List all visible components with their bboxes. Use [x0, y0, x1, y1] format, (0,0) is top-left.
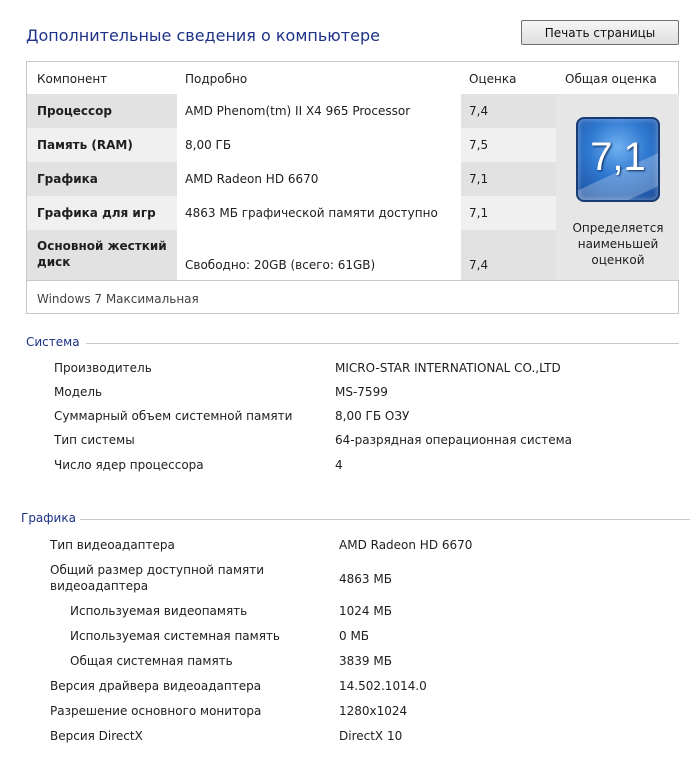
- graphics-label: Версия драйвера видеоадаптера: [50, 679, 262, 693]
- system-value: 64-разрядная операционная система: [335, 433, 573, 447]
- column-header-component: Компонент: [37, 72, 108, 86]
- os-edition-line: [27, 280, 678, 315]
- system-value: MICRO-STAR INTERNATIONAL CO.,LTD: [335, 361, 561, 375]
- windows-score-badge-icon: [576, 117, 660, 202]
- component-details: AMD Radeon HD 6670: [177, 162, 461, 196]
- system-value: MS-7599: [335, 385, 388, 399]
- rating-row-processor: [27, 94, 556, 128]
- system-label: Тип системы: [54, 433, 135, 447]
- component-name: Графика для игр: [27, 196, 177, 230]
- component-score: 7,4: [461, 230, 556, 280]
- component-name: Процессор: [27, 94, 177, 128]
- system-value: 4: [335, 458, 343, 472]
- system-label: Суммарный объем системной памяти: [54, 409, 293, 423]
- graphics-section-title: Графика: [21, 511, 76, 525]
- system-section-title: Система: [26, 335, 80, 349]
- rating-row-memory: [27, 128, 556, 162]
- graphics-value: 4863 МБ: [339, 572, 392, 586]
- graphics-value: DirectX 10: [339, 729, 403, 743]
- graphics-label: Разрешение основного монитора: [50, 704, 262, 718]
- graphics-value: AMD Radeon HD 6670: [339, 538, 473, 552]
- component-name: Память (RAM): [27, 128, 177, 162]
- system-label: Число ядер процессора: [54, 458, 204, 472]
- column-header-details: Подробно: [185, 72, 248, 86]
- component-details: 4863 МБ графической памяти доступно: [177, 196, 461, 230]
- rating-table: [26, 61, 679, 314]
- system-label: Производитель: [54, 361, 152, 375]
- component-score: 7,4: [461, 94, 556, 128]
- graphics-label: Общая системная память: [70, 654, 233, 668]
- component-details: 8,00 ГБ: [177, 128, 461, 162]
- rating-table-header: [27, 62, 678, 94]
- rating-row-hard-disk: [27, 230, 556, 280]
- graphics-label: Используемая системная память: [70, 629, 280, 643]
- rating-row-graphics: [27, 162, 556, 196]
- graphics-value: 1024 МБ: [339, 604, 392, 618]
- system-label: Модель: [54, 385, 103, 399]
- overall-score: 7,1: [590, 135, 646, 179]
- component-name: Графика: [27, 162, 177, 196]
- graphics-label: Общий размер доступной памяти видеоадаптера: [50, 563, 265, 593]
- graphics-value: 0 МБ: [339, 629, 370, 643]
- graphics-label: Тип видеоадаптера: [50, 538, 175, 552]
- print-page-button[interactable]: Печать страницы: [521, 20, 679, 45]
- component-score: 7,1: [461, 196, 556, 230]
- column-header-score: Оценка: [469, 72, 517, 86]
- graphics-label: Используемая видеопамять: [70, 604, 248, 618]
- graphics-section-divider: [80, 519, 690, 520]
- overall-score-panel: [556, 94, 679, 280]
- graphics-value: 3839 МБ: [339, 654, 392, 668]
- os-edition: Windows 7 Максимальная: [37, 292, 199, 306]
- component-score: 7,5: [461, 128, 556, 162]
- component-name: Основной жесткий диск: [27, 230, 177, 280]
- component-details: AMD Phenom(tm) II X4 965 Processor: [177, 94, 461, 128]
- rating-row-gaming-graphics: [27, 196, 556, 230]
- component-score: 7,1: [461, 162, 556, 196]
- system-section-divider: [86, 343, 679, 344]
- graphics-value: 14.502.1014.0: [339, 679, 427, 693]
- system-value: 8,00 ГБ ОЗУ: [335, 409, 410, 423]
- graphics-label: Версия DirectX: [50, 729, 143, 743]
- component-details: Свободно: 20GB (всего: 61GB): [177, 230, 461, 280]
- page-title: Дополнительные сведения о компьютере: [26, 26, 380, 45]
- overall-score-caption: Определяется наименьшей оценкой: [572, 221, 664, 267]
- column-header-overall: Общая оценка: [565, 72, 657, 86]
- graphics-value: 1280x1024: [339, 704, 408, 718]
